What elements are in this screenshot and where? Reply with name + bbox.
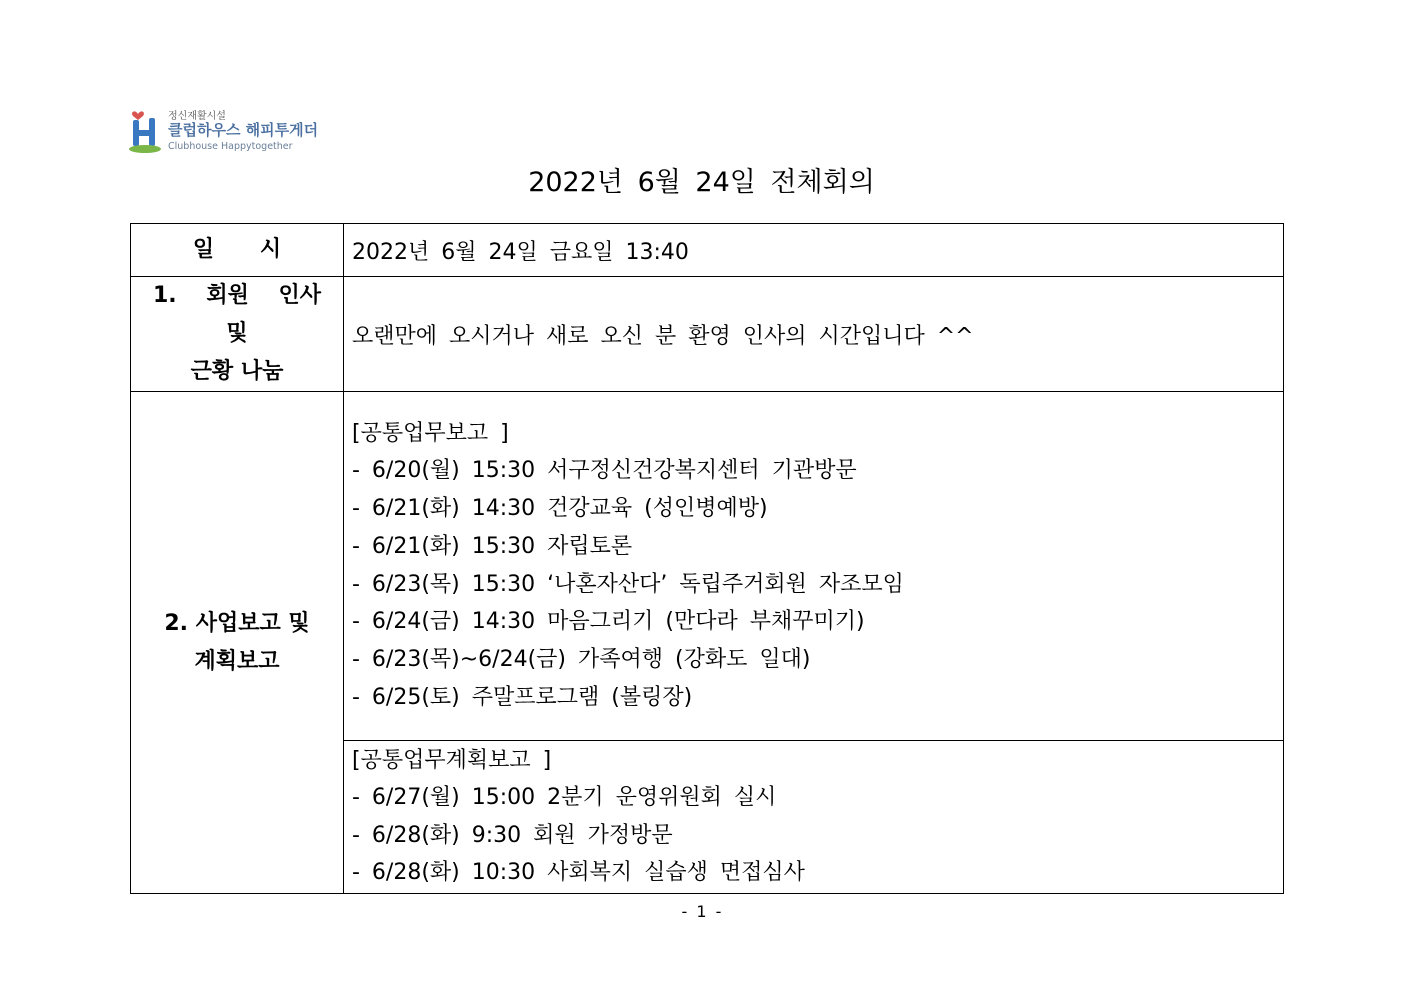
report-label-line2: 계획보고 — [194, 648, 280, 674]
plan-item: - 6/28(화) 9:30 회원 가정방문 — [352, 822, 673, 848]
report-item: - 6/20(월) 15:30 서구정신건강복지센터 기관방문 — [352, 458, 857, 484]
logo-name: 클럽하우스 해피투게더 — [168, 121, 319, 139]
greeting-label-cell — [131, 277, 344, 392]
document-title: 2022년 6월 24일 전체회의 — [528, 167, 875, 198]
plan-item: - 6/27(월) 15:00 2분기 운영위원회 실시 — [352, 784, 777, 810]
logo-subtitle: 정신재활시설 — [168, 111, 226, 122]
page-number: - 1 - — [681, 902, 722, 921]
report-item: - 6/25(토) 주말프로그램 (볼링장) — [352, 684, 693, 710]
table-row — [131, 224, 1284, 277]
plan-item: - 6/28(화) 10:30 사회복지 실습생 면접심사 — [352, 860, 805, 886]
table-row — [131, 392, 1284, 741]
date-value: 2022년 6월 24일 금요일 13:40 — [344, 224, 1284, 277]
date-label: 일 시 — [192, 237, 282, 262]
meeting-minutes-table — [130, 223, 1284, 894]
report-item: - 6/21(화) 15:30 자립토론 — [352, 533, 633, 559]
report-item: - 6/23(목)~6/24(금) 가족여행 (강화도 일대) — [352, 647, 811, 673]
report-label-line1: 2. 사업보고 및 — [164, 610, 310, 636]
report-item: - 6/23(목) 15:30 ‘나혼자산다’ 독립주거회원 자조모임 — [352, 571, 904, 597]
report-content-cell — [344, 392, 1284, 741]
greeting-label-line1: 1. 회원 인사 및 — [153, 283, 321, 346]
greeting-value: 오랜만에 오시거나 새로 오신 분 환영 인사의 시간입니다 ^^ — [344, 277, 1284, 392]
report-heading: [공통업무보고 ] — [352, 421, 509, 447]
report-item: - 6/24(금) 14:30 마음그리기 (만다라 부채꾸미기) — [352, 609, 865, 635]
date-label-cell — [131, 224, 344, 277]
report-label-cell — [131, 392, 344, 894]
greeting-label-line2: 근황 나눔 — [190, 359, 284, 384]
table-row — [131, 277, 1284, 392]
plan-heading: [공통업무계획보고 ] — [352, 747, 552, 773]
organization-logo — [128, 104, 328, 156]
plan-content-cell — [344, 741, 1284, 894]
clubhouse-logo-icon — [128, 104, 162, 154]
report-item: - 6/21(화) 14:30 건강교육 (성인병예방) — [352, 496, 768, 521]
logo-english-name: Clubhouse Happytogether — [168, 141, 293, 152]
